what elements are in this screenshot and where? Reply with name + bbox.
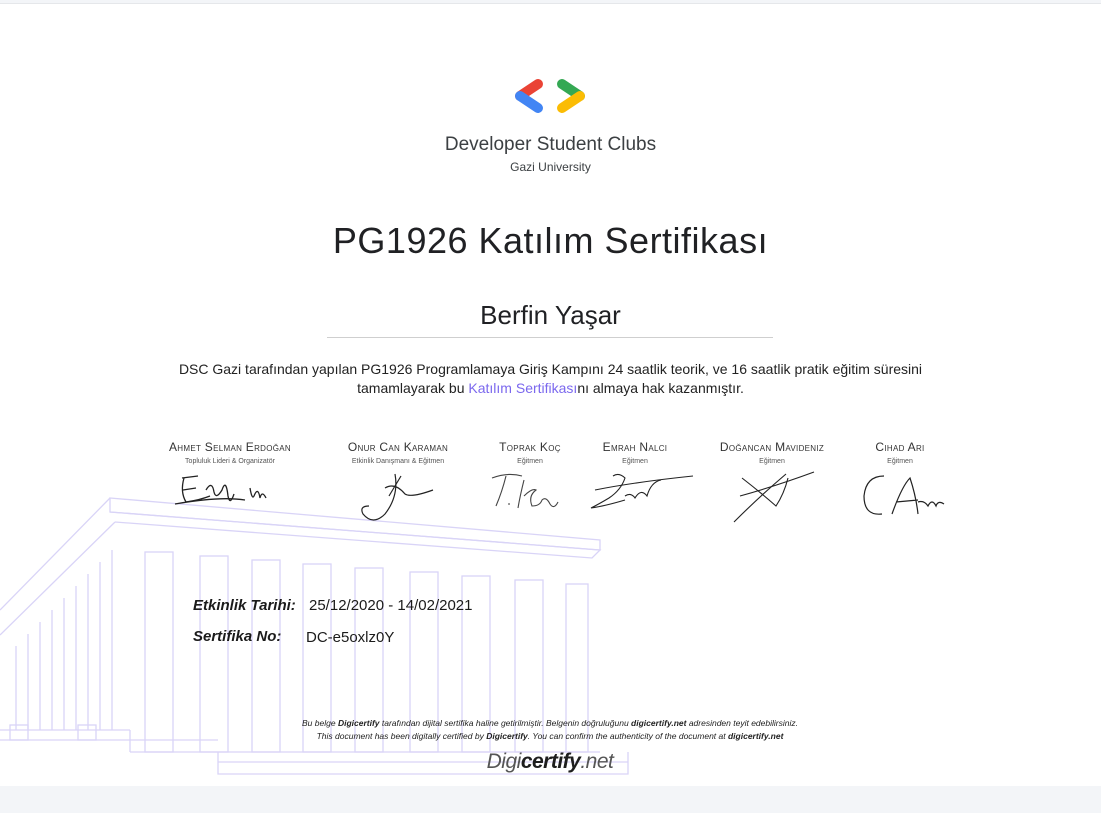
signer-4 [590, 440, 680, 465]
signature-6 [858, 466, 948, 526]
signer-name: Ahmet Selman Erdoğan [168, 440, 292, 454]
certificate-title: PG1926 Katılım Sertifikası [332, 220, 769, 261]
signer-role: Etkinlik Danışmanı & Eğitmen [351, 458, 445, 465]
signer-name: Doğancan Mavideniz [719, 440, 825, 454]
signer-role: Eğitmen [517, 458, 543, 465]
page-bottom-bar [0, 786, 1101, 813]
signer-role: Eğitmen [622, 458, 648, 465]
signer-name: Onur Can Karaman [347, 440, 449, 454]
dsc-logo [510, 76, 590, 116]
recipient-name: Berfin Yaşar [480, 300, 621, 330]
signer-role: Eğitmen [759, 458, 785, 465]
footnote-en: This document has been digitally certified by Digicertify. You can confirm the authenticity of the document at digicertify.net [316, 731, 784, 741]
cert-no-value: DC-e5oxlz0Y [306, 629, 395, 646]
university-name: Gazi University [510, 160, 591, 174]
signer-2 [328, 440, 468, 465]
signer-3 [485, 440, 575, 465]
signature-1 [170, 466, 280, 516]
org-name: Developer Student Clubs [444, 134, 657, 155]
signature-5 [730, 466, 820, 526]
signer-role: Eğitmen [887, 458, 913, 465]
certificate-page [0, 3, 1101, 786]
footnote-tr: Bu belge Digicertify tarafından dijital sertifika haline getirilmiştir. Belgenin doğruluğunu digicertify.net adresinden teyit edebilirsiniz. [302, 718, 798, 728]
signer-role: Topluluk Lideri & Organizatör [185, 458, 275, 465]
signer-6 [860, 440, 940, 465]
certificate-body [120, 360, 981, 398]
signature-4 [585, 466, 695, 516]
event-date-label: Etkinlik Tarihi: [193, 597, 296, 614]
signer-name: Emrah Nalcı [602, 440, 668, 454]
body-line-1: DSC Gazi tarafından yapılan PG1926 Programlamaya Giriş Kampını 24 saatlik teorik, ve 16 saatlik pratik eğitim süresini [178, 361, 923, 377]
signer-name: Toprak Koç [499, 440, 561, 454]
signer-1 [150, 440, 310, 465]
signature-3 [488, 466, 568, 516]
signature-2 [355, 466, 445, 526]
body-line-2: tamamlayarak bu Katılım Sertifikasını almaya hak kazanmıştır. [357, 380, 744, 396]
cert-no-label: Sertifika No: [193, 628, 282, 645]
name-underline [327, 337, 773, 338]
signer-name: Cihad Arı [875, 440, 925, 454]
digicertify-logo[interactable]: Digicertify.net [486, 750, 614, 773]
signer-5 [702, 440, 842, 465]
highlight-text: Katılım Sertifikası [468, 380, 578, 396]
event-date-value: 25/12/2020 - 14/02/2021 [309, 597, 473, 614]
